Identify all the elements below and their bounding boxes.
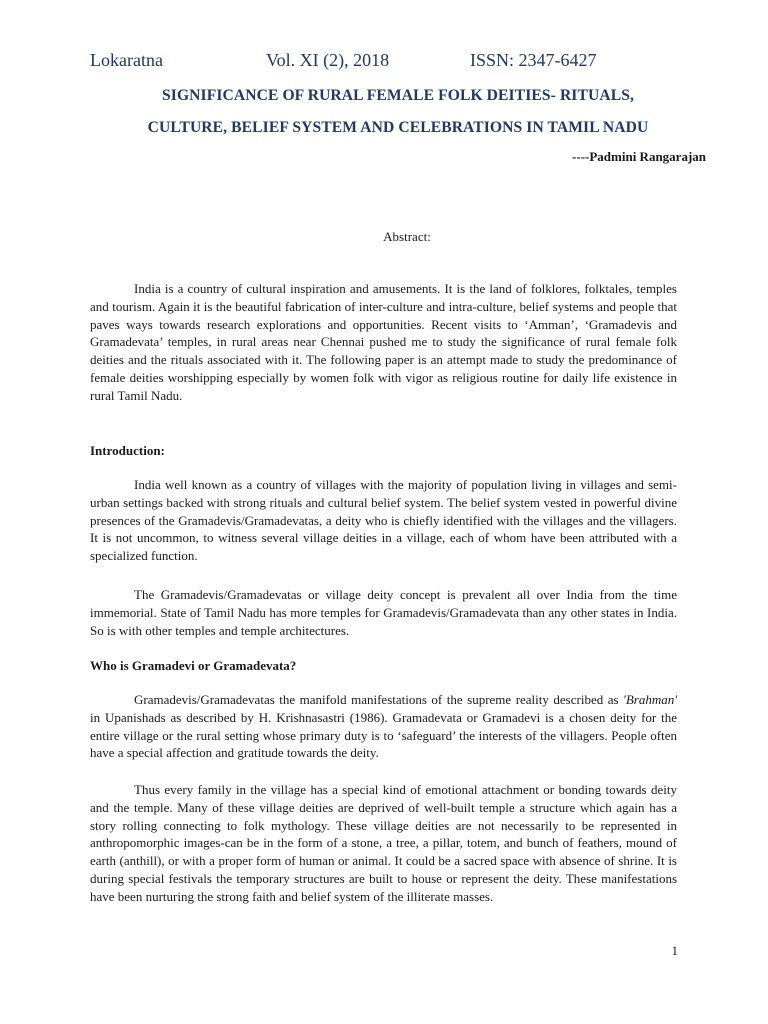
abstract-text: India is a country of cultural inspiration and amusements. It is the land of folklores, folktales, temples and tourism. Again it is the beautiful fabrication of inter-culture and intra-culture, belief systems and people that paves ways towards research explorations and opportunities. Recent visits to ‘Amman’, ‘Gramadevis and Gramadevata’ temples, in rural areas near Chennai pushed me to study the significance of rural female folk deities and the rituals associated with it. The following paper is an attempt made to study the predominance of female deities worshipping especially by women folk with vigor as religious routine for daily life existence in rural Tamil Nadu. [90,281,677,403]
brahman-term: 'Brahman' [623,692,677,707]
who-p1-text-end: in Upanishads as described by H. Krishnasastri (1986). Gramadevata or Gramadevi is a chosen deity for the entire village or the rural setting whose primary duty is to ‘safeguard’ the interests of the villagers. People often have a special affection and gratitude towards the deity. [90,709,677,761]
who-is-gramadevi-heading: Who is Gramadevi or Gramadevata? [90,658,297,673]
journal-header [90,50,690,72]
journal-volume: Vol. XI (2), 2018 [266,50,390,70]
page-number: 1 [671,943,678,958]
abstract-heading: Abstract: [383,229,431,244]
introduction-heading: Introduction: [90,443,165,458]
journal-issn: ISSN: 2347-6427 [470,50,597,70]
paper-title-line-1: SIGNIFICANCE OF RURAL FEMALE FOLK DEITIES- RITUALS, [162,87,634,104]
who-paragraph-2: Thus every family in the village has a special kind of emotional attachment or bonding towards deity and the temple. Many of these village deities are deprived of well-built temple a structure which again has a story rolling connecting to folk mythology. These village deities are not necessarily to be represented in anthropomorphic images-can be in the form of a stone, a tree, a pillar, totem, and bunch of feathers, mound of earth (anthill), or with a proper form of human or animal. It could be a sacred space with absence of shrine. It is during special festivals the temporary structures are built to house or represent the deity. These manifestations have been nurturing the strong faith and belief system of the illiterate masses. [90,782,677,904]
who-p1-text-start: Gramadevis/Gramadevatas the manifold manifestations of the supreme reality described as [134,692,624,707]
journal-name: Lokaratna [90,50,163,70]
paper-title-line-2: CULTURE, BELIEF SYSTEM AND CELEBRATIONS IN TAMIL NADU [147,119,649,136]
who-paragraph-1 [90,691,677,762]
author-byline: ----Padmini Rangarajan [572,149,706,164]
introduction-paragraph-1: India well known as a country of villages with the majority of population living in villages and semi-urban settings backed with strong rituals and cultural belief system. The belief system vested in powerful divine presences of the Gramadevis/Gramadevatas, a deity who is chiefly identified with the villages and the villagers. It is not uncommon, to witness several village deities in a village, each of whom have been attributed with a specialized function. [90,477,677,564]
introduction-paragraph-2: The Gramadevis/Gramadevatas or village deity concept is prevalent all over India from the time immemorial. State of Tamil Nadu has more temples for Gramadevis/Gramadevata than any other states in India. So is with other temples and temple architectures. [90,587,677,638]
